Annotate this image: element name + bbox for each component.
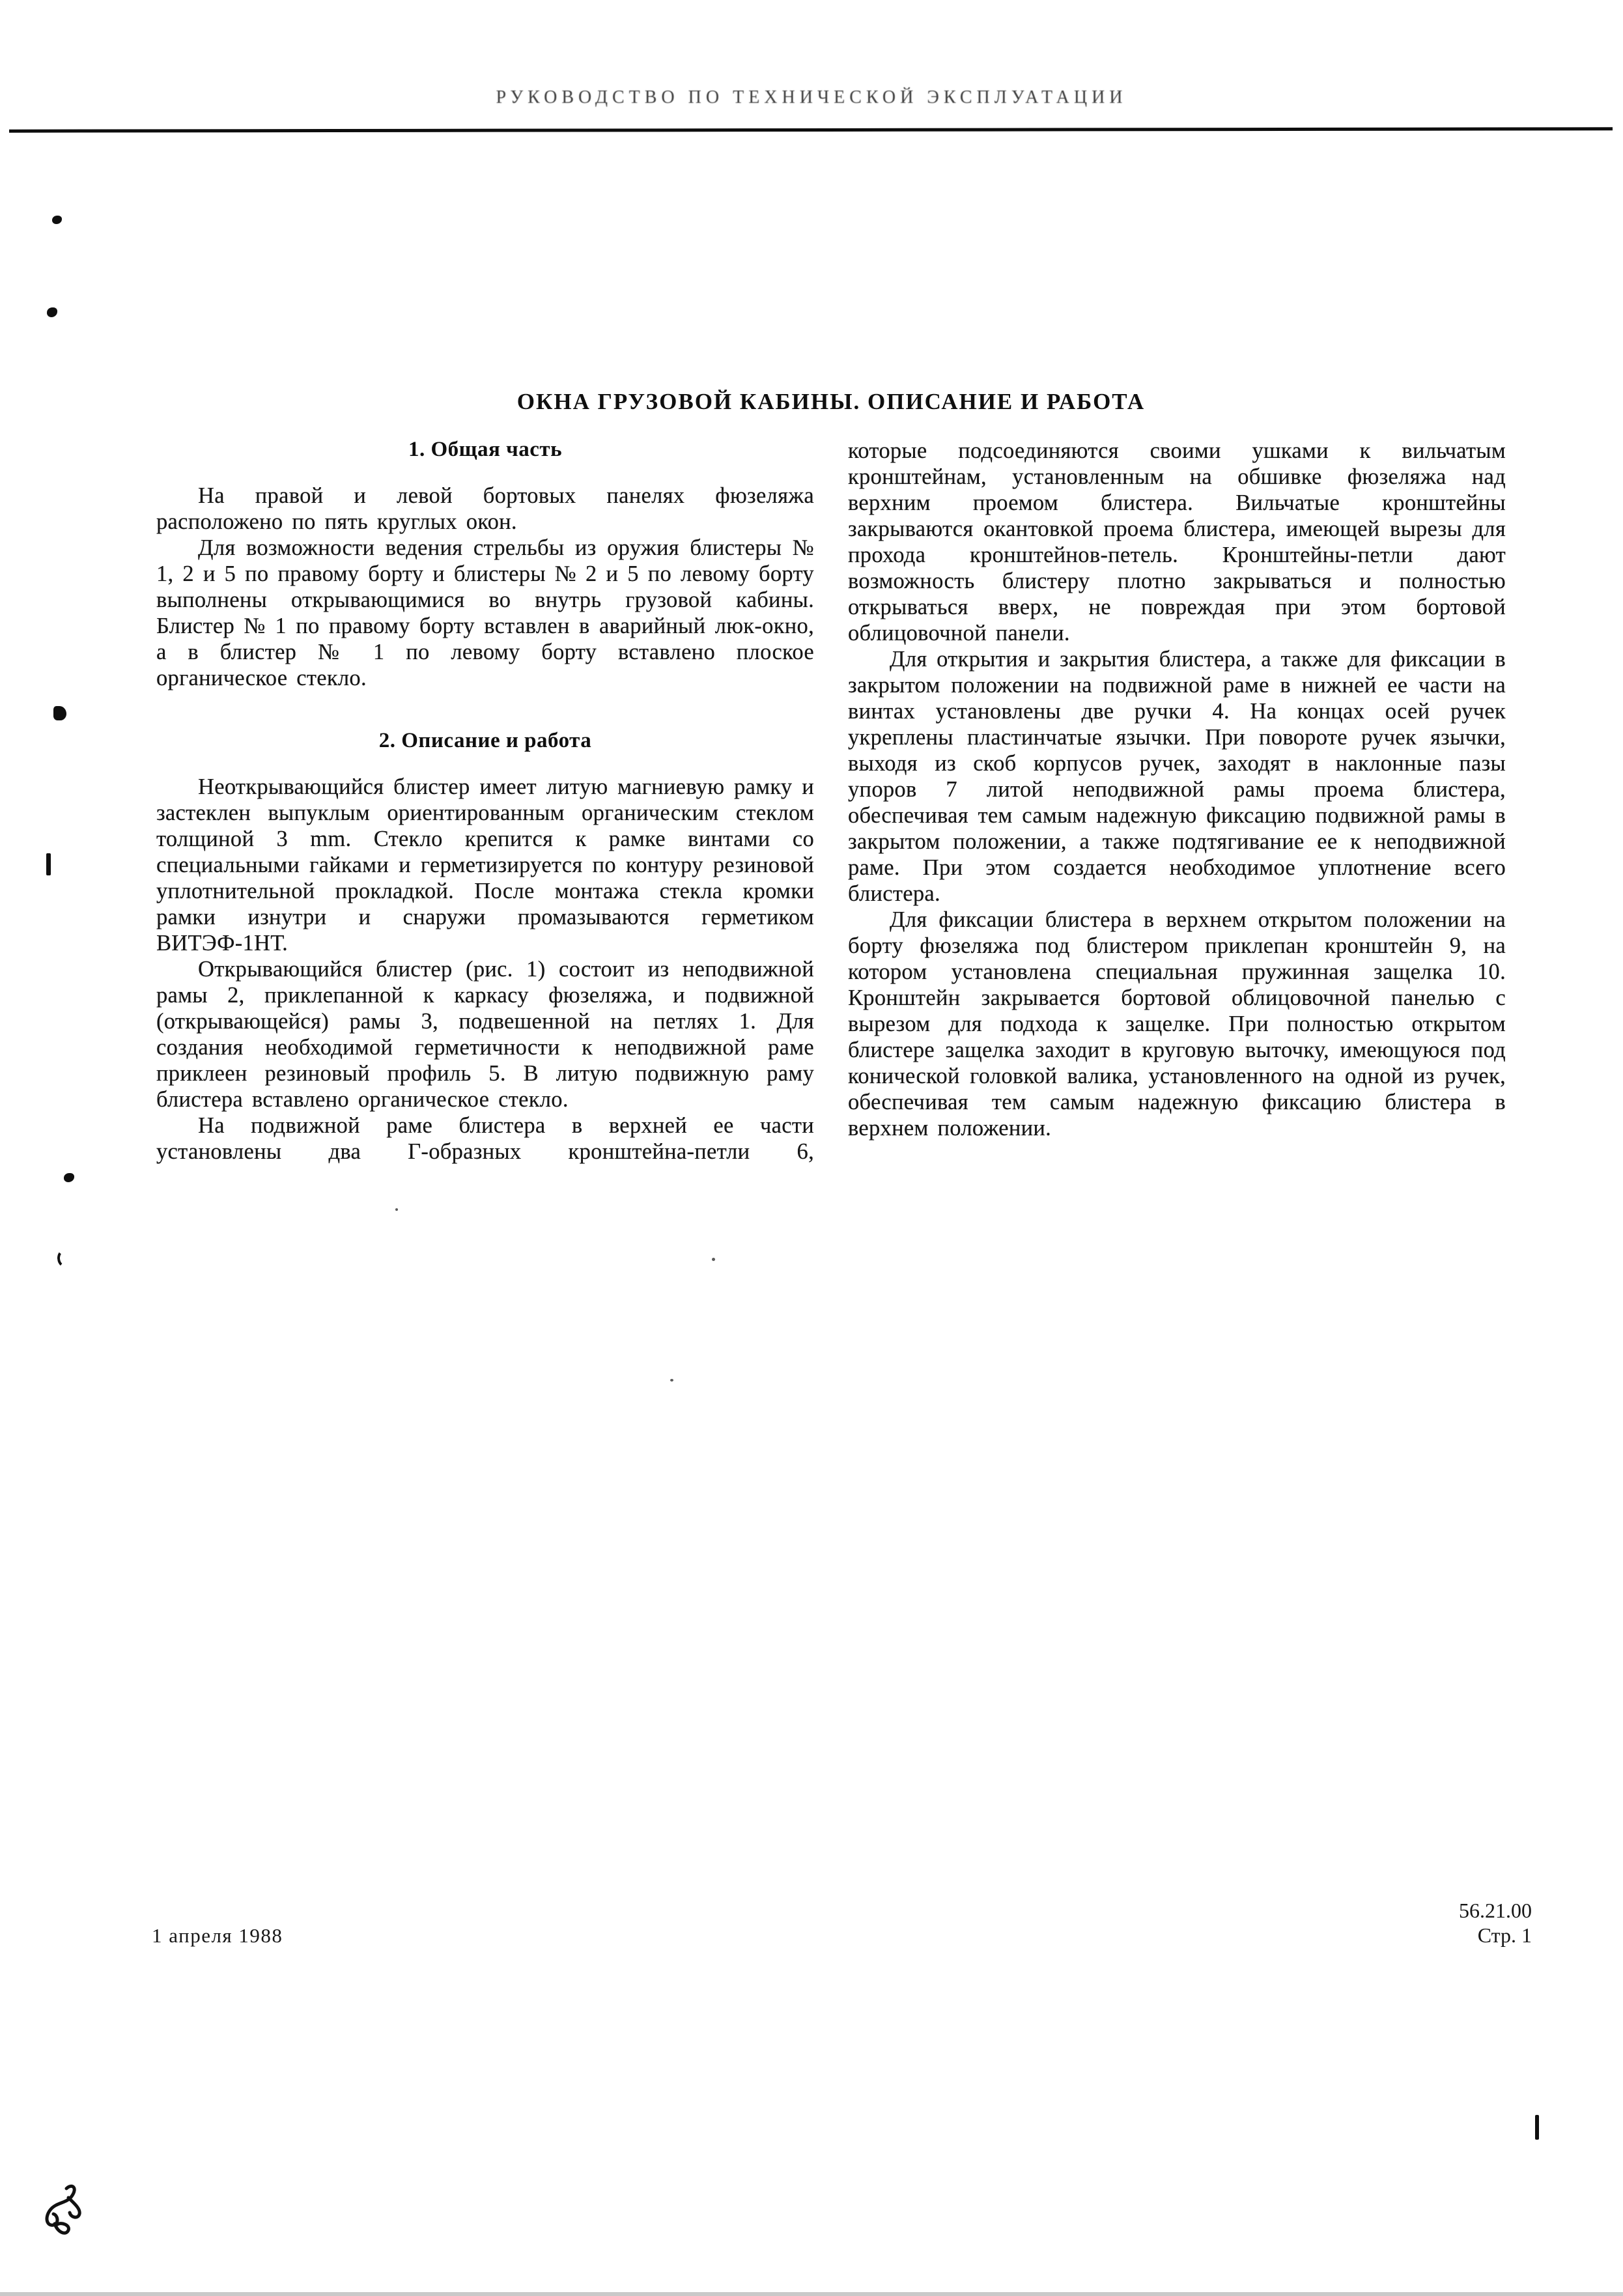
handwritten-mark xyxy=(42,2183,91,2245)
scan-edge xyxy=(0,2292,1623,2296)
ink-dot xyxy=(712,1258,715,1261)
paragraph: Для возможности ведения стрельбы из оружия блистеры № 1, 2 и 5 по правому борту и блистеры № 2 и 5 по левому борту выполнены открывающимися во внутрь грузовой кабины. Блистер № 1 по правому борту вставлен в аварийный люк-окно, а в блистер № 1 по левому борту вставлено плоское органическое стекло. xyxy=(156,535,814,690)
paragraph: На подвижной раме блистера в верхней ее части установлены два Г-образных кронштейна-петли 6, xyxy=(156,1113,814,1164)
paragraph: которые подсоединяются своими ушками к вильчатым кронштейнам, установленным на обшивке фюзеляжа над верхним проемом блистера. Вильчатые кронштейны закрываются окантовкой проема блистера, имеющей вырезы для прохода кронштейнов-петель. Кронштейны-петли дают возможность блистеру плотно закрываться и полностью открываться вверх, не повреждая при этом бортовой облицовочной панели. xyxy=(848,438,1506,645)
paragraph: Для открытия и закрытия блистера, а также для фиксации в закрытом положении на подвижной раме в нижней ее части на винтах установлены две ручки 4. На концах осей ручек укреплены пластинчатые язычки. При повороте ручек язычки, выходя из скоб корпусов ручек, заходят в наклонные пазы упоров 7 литой неподвижной рамы проема блистера, обеспечивая тем самым надежную фиксацию подвижной рамы в закрытом положении, а также подтягивание ее к неподвижной раме. При этом создается необходимое уплотнение всего блистера. xyxy=(848,647,1506,906)
ink-speck xyxy=(64,1173,74,1182)
page-number: Стр. 1 xyxy=(1477,1923,1532,1947)
footer-date: 1 апреля 1988 xyxy=(152,1924,283,1947)
left-column xyxy=(156,438,814,1165)
ink-dot xyxy=(670,1379,673,1382)
paragraph: Для фиксации блистера в верхнем открытом положении на борту фюзеляжа под блистером приклепан кронштейн 9, на котором установлена специальная пружинная защелка 10. Кронштейн закрывается бортовой облицовочной панелью с вырезом для подхода к защелке. При полностью открытом блистере защелка заходит в круговую выточку, имеющуюся под конической головкой валика, установленного на одной из ручек, обеспечивая тем самым надежную фиксацию блистера в верхнем положении. xyxy=(848,907,1506,1141)
text-columns xyxy=(156,438,1506,1165)
ink-speck xyxy=(52,216,62,224)
header-rule xyxy=(9,127,1613,132)
doc-number: 56.21.00 xyxy=(1459,1899,1532,1922)
section-heading: 2. Описание и работа xyxy=(378,729,592,752)
ink-crescent xyxy=(57,1249,74,1268)
section-heading: 1. Общая часть xyxy=(408,438,563,461)
ink-stroke xyxy=(1535,2115,1539,2140)
ink-speck xyxy=(53,706,66,720)
footer-reference xyxy=(1459,1898,1532,1948)
ink-stroke xyxy=(46,853,51,875)
ink-dot xyxy=(395,1208,398,1211)
ink-speck xyxy=(47,307,57,317)
page-title: ОКНА ГРУЗОВОЙ КАБИНЫ. ОПИСАНИЕ И РАБОТА xyxy=(516,389,1146,414)
paragraph: На правой и левой бортовых панелях фюзеляжа расположено по пять круглых окон. xyxy=(156,483,814,534)
paragraph: Неоткрывающийся блистер имеет литую магниевую рамку и застеклен выпуклым ориентированным органическим стеклом толщиной 3 mm. Стекло крепится к рамке винтами со специальными гайками и герметизируется по контуру резиновой уплотнительной прокладкой. После монтажа стекла кромки рамки изнутри и снаружи промазываются герметиком ВИТЭФ-1НТ. xyxy=(156,774,814,956)
paragraph: Открывающийся блистер (рис. 1) состоит из неподвижной рамы 2, приклепанной к каркасу фюзеляжа, и подвижной (открывающейся) рамы 3, подвешенной на петлях 1. Для создания необходимой герметичности к неподвижной раме приклеен резиновый профиль 5. В литую подвижную раму блистера вставлено органическое стекло. xyxy=(156,957,814,1112)
running-header: РУКОВОДСТВО ПО ТЕХНИЧЕСКОЙ ЭКСПЛУАТАЦИИ xyxy=(496,87,1127,107)
right-column xyxy=(848,438,1506,1165)
